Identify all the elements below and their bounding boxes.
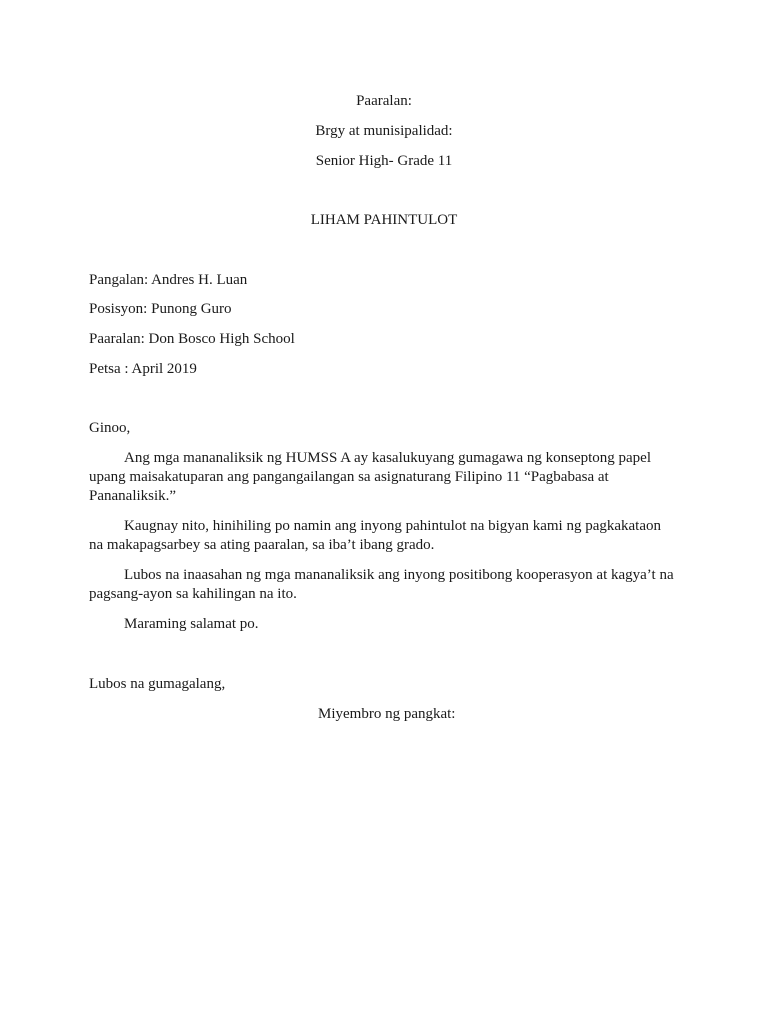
- recipient-position: Posisyon: Punong Guro: [89, 301, 232, 317]
- salutation: Ginoo,: [89, 420, 131, 436]
- paragraph-2-line-2: na makapagsarbey sa ating paaralan, sa iba’t ibang grado.: [89, 537, 435, 553]
- closing-line: Lubos na gumagalang,: [89, 676, 226, 692]
- grade-level: Senior High- Grade 11: [315, 153, 453, 169]
- document-title: LIHAM PAHINTULOT: [310, 212, 458, 228]
- paragraph-1-line-3: Pananaliksik.”: [89, 488, 177, 504]
- signatory-label: Miyembro ng pangkat:: [318, 706, 456, 722]
- location-label: Brgy at munisipalidad:: [315, 123, 453, 139]
- recipient-name: Pangalan: Andres H. Luan: [89, 272, 248, 288]
- paragraph-1-line-2: upang maisakatuparan ang pangangailangan sa asignaturang Filipino 11 “Pagbabasa at: [89, 469, 609, 485]
- recipient-school: Paaralan: Don Bosco High School: [89, 331, 295, 347]
- paragraph-2-line-1: Kaugnay nito, hinihiling po namin ang inyong pahintulot na bigyan kami ng pagkakataon: [124, 518, 661, 534]
- letter-date: Petsa : April 2019: [89, 361, 197, 377]
- paragraph-3-line-2: pagsang-ayon sa kahilingan na ito.: [89, 586, 297, 602]
- paragraph-4-line-1: Maraming salamat po.: [124, 616, 259, 632]
- school-label: Paaralan:: [356, 93, 412, 109]
- paragraph-1-line-1: Ang mga mananaliksik ng HUMSS A ay kasalukuyang gumagawa ng konseptong papel: [124, 450, 652, 466]
- paragraph-3-line-1: Lubos na inaasahan ng mga mananaliksik ang inyong positibong kooperasyon at kagya’t na: [124, 567, 674, 583]
